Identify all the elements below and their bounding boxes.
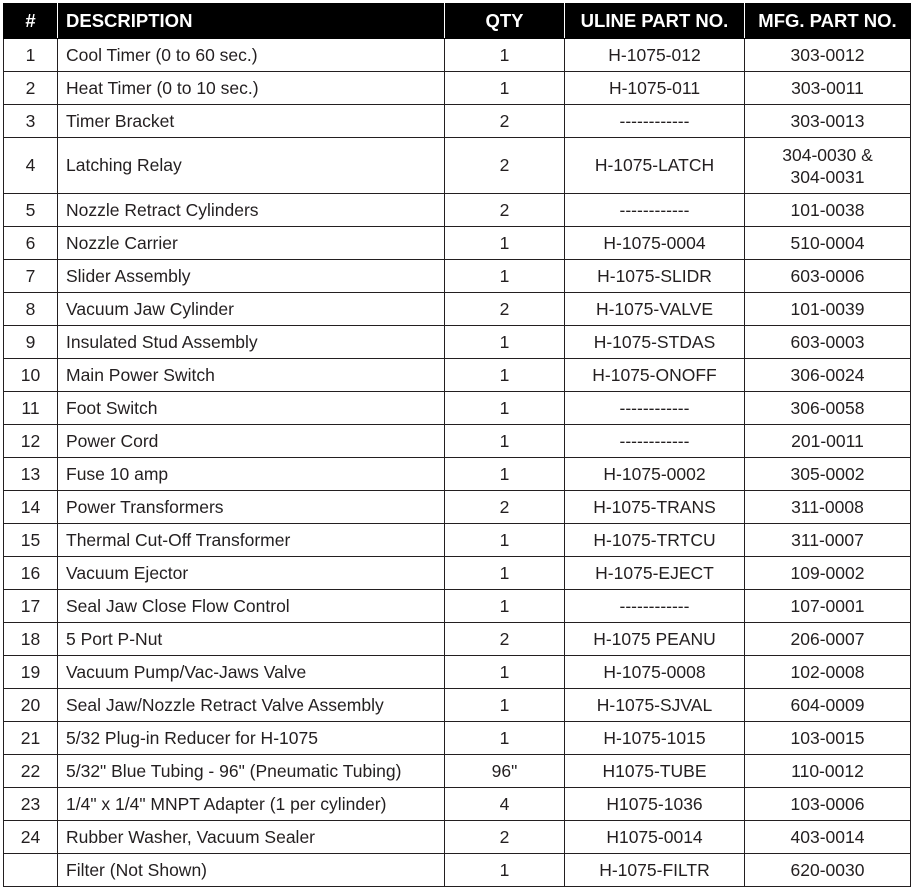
table-row bbox=[4, 138, 911, 194]
cell-uline-part: H-1075-FILTR bbox=[565, 854, 745, 887]
parts-table bbox=[3, 3, 911, 887]
cell-uline-part: H-1075-1015 bbox=[565, 722, 745, 755]
column-header-description: DESCRIPTION bbox=[58, 4, 445, 39]
cell-number: 24 bbox=[4, 821, 58, 854]
cell-mfg-part: 603-0006 bbox=[745, 260, 911, 293]
cell-qty: 1 bbox=[445, 590, 565, 623]
cell-number: 4 bbox=[4, 138, 58, 194]
cell-mfg-part: 604-0009 bbox=[745, 689, 911, 722]
cell-uline-part: H-1075-TRTCU bbox=[565, 524, 745, 557]
cell-mfg-part: 303-0013 bbox=[745, 105, 911, 138]
cell-uline-part: H-1075-0008 bbox=[565, 656, 745, 689]
header-row bbox=[4, 4, 911, 39]
cell-mfg-part: 305-0002 bbox=[745, 458, 911, 491]
cell-description: Nozzle Retract Cylinders bbox=[58, 194, 445, 227]
table-row bbox=[4, 755, 911, 788]
cell-description: Main Power Switch bbox=[58, 359, 445, 392]
cell-description: 1/4" x 1/4" MNPT Adapter (1 per cylinder) bbox=[58, 788, 445, 821]
cell-qty: 1 bbox=[445, 854, 565, 887]
cell-mfg-part: 303-0011 bbox=[745, 72, 911, 105]
cell-description: 5/32" Blue Tubing - 96" (Pneumatic Tubing) bbox=[58, 755, 445, 788]
cell-description: Heat Timer (0 to 10 sec.) bbox=[58, 72, 445, 105]
cell-description: Power Transformers bbox=[58, 491, 445, 524]
cell-mfg-part: 303-0012 bbox=[745, 39, 911, 72]
cell-description: Vacuum Pump/Vac-Jaws Valve bbox=[58, 656, 445, 689]
mfg-part-line: 304-0030 & bbox=[782, 144, 873, 165]
column-header-mfg-part: MFG. PART NO. bbox=[745, 4, 911, 39]
table-row bbox=[4, 359, 911, 392]
table-row bbox=[4, 326, 911, 359]
cell-description: Power Cord bbox=[58, 425, 445, 458]
cell-number: 15 bbox=[4, 524, 58, 557]
cell-number: 19 bbox=[4, 656, 58, 689]
cell-number: 7 bbox=[4, 260, 58, 293]
cell-uline-part: ------------ bbox=[565, 105, 745, 138]
cell-qty: 1 bbox=[445, 458, 565, 491]
table-row bbox=[4, 194, 911, 227]
cell-uline-part: H-1075-STDAS bbox=[565, 326, 745, 359]
cell-qty: 4 bbox=[445, 788, 565, 821]
cell-description: Insulated Stud Assembly bbox=[58, 326, 445, 359]
table-row bbox=[4, 656, 911, 689]
table-row bbox=[4, 260, 911, 293]
cell-description: Seal Jaw/Nozzle Retract Valve Assembly bbox=[58, 689, 445, 722]
table-row bbox=[4, 623, 911, 656]
cell-uline-part: H1075-TUBE bbox=[565, 755, 745, 788]
cell-qty: 1 bbox=[445, 722, 565, 755]
cell-qty: 2 bbox=[445, 821, 565, 854]
cell-description: 5/32 Plug-in Reducer for H-1075 bbox=[58, 722, 445, 755]
cell-description: Timer Bracket bbox=[58, 105, 445, 138]
column-header-uline-part: ULINE PART NO. bbox=[565, 4, 745, 39]
cell-mfg-part: 103-0006 bbox=[745, 788, 911, 821]
cell-uline-part: ------------ bbox=[565, 194, 745, 227]
cell-qty: 1 bbox=[445, 260, 565, 293]
table-row bbox=[4, 689, 911, 722]
cell-number: 2 bbox=[4, 72, 58, 105]
cell-uline-part: H-1075-SJVAL bbox=[565, 689, 745, 722]
cell-uline-part: H-1075-0004 bbox=[565, 227, 745, 260]
cell-description: Filter (Not Shown) bbox=[58, 854, 445, 887]
cell-number: 14 bbox=[4, 491, 58, 524]
cell-qty: 2 bbox=[445, 491, 565, 524]
cell-qty: 1 bbox=[445, 39, 565, 72]
cell-description: Thermal Cut-Off Transformer bbox=[58, 524, 445, 557]
cell-uline-part: H-1075-011 bbox=[565, 72, 745, 105]
cell-number: 11 bbox=[4, 392, 58, 425]
cell-mfg-part: 110-0012 bbox=[745, 755, 911, 788]
cell-mfg-part: 101-0039 bbox=[745, 293, 911, 326]
cell-description: Fuse 10 amp bbox=[58, 458, 445, 491]
table-row bbox=[4, 821, 911, 854]
cell-qty: 1 bbox=[445, 326, 565, 359]
cell-number: 17 bbox=[4, 590, 58, 623]
cell-mfg-part: 101-0038 bbox=[745, 194, 911, 227]
cell-mfg-part: 306-0024 bbox=[745, 359, 911, 392]
table-row bbox=[4, 854, 911, 887]
cell-uline-part: ------------ bbox=[565, 590, 745, 623]
cell-qty: 1 bbox=[445, 392, 565, 425]
cell-uline-part: H-1075-EJECT bbox=[565, 557, 745, 590]
cell-qty: 96" bbox=[445, 755, 565, 788]
cell-number: 22 bbox=[4, 755, 58, 788]
cell-uline-part: H-1075 PEANU bbox=[565, 623, 745, 656]
cell-mfg-part: 311-0008 bbox=[745, 491, 911, 524]
cell-number: 8 bbox=[4, 293, 58, 326]
cell-qty: 1 bbox=[445, 425, 565, 458]
cell-uline-part: ------------ bbox=[565, 425, 745, 458]
cell-number: 16 bbox=[4, 557, 58, 590]
table-row bbox=[4, 72, 911, 105]
table-row bbox=[4, 491, 911, 524]
cell-number: 21 bbox=[4, 722, 58, 755]
cell-uline-part: H-1075-TRANS bbox=[565, 491, 745, 524]
table-row bbox=[4, 458, 911, 491]
cell-mfg-part: 206-0007 bbox=[745, 623, 911, 656]
cell-uline-part: H-1075-ONOFF bbox=[565, 359, 745, 392]
cell-mfg-part: 107-0001 bbox=[745, 590, 911, 623]
cell-mfg-part: 109-0002 bbox=[745, 557, 911, 590]
cell-uline-part: H-1075-SLIDR bbox=[565, 260, 745, 293]
cell-qty: 2 bbox=[445, 105, 565, 138]
table-row bbox=[4, 227, 911, 260]
column-header-number: # bbox=[4, 4, 58, 39]
cell-number: 5 bbox=[4, 194, 58, 227]
cell-uline-part: H-1075-012 bbox=[565, 39, 745, 72]
table-row bbox=[4, 722, 911, 755]
cell-uline-part: H-1075-LATCH bbox=[565, 138, 745, 194]
table-row bbox=[4, 293, 911, 326]
cell-description: Vacuum Jaw Cylinder bbox=[58, 293, 445, 326]
cell-number: 20 bbox=[4, 689, 58, 722]
cell-uline-part: H-1075-VALVE bbox=[565, 293, 745, 326]
cell-qty: 2 bbox=[445, 623, 565, 656]
cell-description: Foot Switch bbox=[58, 392, 445, 425]
cell-description: Seal Jaw Close Flow Control bbox=[58, 590, 445, 623]
cell-number: 12 bbox=[4, 425, 58, 458]
cell-description: Latching Relay bbox=[58, 138, 445, 194]
cell-description: Rubber Washer, Vacuum Sealer bbox=[58, 821, 445, 854]
cell-mfg-part: 510-0004 bbox=[745, 227, 911, 260]
cell-description: Slider Assembly bbox=[58, 260, 445, 293]
cell-description: Vacuum Ejector bbox=[58, 557, 445, 590]
mfg-part-line: 304-0031 bbox=[790, 166, 865, 187]
cell-description: Cool Timer (0 to 60 sec.) bbox=[58, 39, 445, 72]
table-row bbox=[4, 590, 911, 623]
table-row bbox=[4, 105, 911, 138]
cell-uline-part: H1075-0014 bbox=[565, 821, 745, 854]
cell-uline-part: H1075-1036 bbox=[565, 788, 745, 821]
cell-mfg-part bbox=[745, 138, 911, 194]
cell-number: 3 bbox=[4, 105, 58, 138]
cell-number: 10 bbox=[4, 359, 58, 392]
cell-mfg-part: 603-0003 bbox=[745, 326, 911, 359]
table-row bbox=[4, 392, 911, 425]
cell-mfg-part: 620-0030 bbox=[745, 854, 911, 887]
table-row bbox=[4, 557, 911, 590]
cell-qty: 1 bbox=[445, 72, 565, 105]
cell-mfg-part: 403-0014 bbox=[745, 821, 911, 854]
cell-mfg-part: 103-0015 bbox=[745, 722, 911, 755]
cell-qty: 1 bbox=[445, 524, 565, 557]
table-row bbox=[4, 39, 911, 72]
cell-qty: 2 bbox=[445, 194, 565, 227]
cell-qty: 1 bbox=[445, 689, 565, 722]
cell-number bbox=[4, 854, 58, 887]
cell-qty: 1 bbox=[445, 656, 565, 689]
table-row bbox=[4, 788, 911, 821]
cell-uline-part: H-1075-0002 bbox=[565, 458, 745, 491]
cell-qty: 1 bbox=[445, 359, 565, 392]
cell-number: 13 bbox=[4, 458, 58, 491]
cell-mfg-part: 311-0007 bbox=[745, 524, 911, 557]
cell-uline-part: ------------ bbox=[565, 392, 745, 425]
cell-number: 1 bbox=[4, 39, 58, 72]
column-header-qty: QTY bbox=[445, 4, 565, 39]
parts-table-body bbox=[4, 39, 911, 887]
cell-number: 6 bbox=[4, 227, 58, 260]
cell-description: 5 Port P-Nut bbox=[58, 623, 445, 656]
table-row bbox=[4, 425, 911, 458]
cell-description: Nozzle Carrier bbox=[58, 227, 445, 260]
cell-qty: 1 bbox=[445, 227, 565, 260]
cell-qty: 2 bbox=[445, 293, 565, 326]
table-row bbox=[4, 524, 911, 557]
cell-mfg-part: 306-0058 bbox=[745, 392, 911, 425]
cell-mfg-part: 102-0008 bbox=[745, 656, 911, 689]
cell-qty: 2 bbox=[445, 138, 565, 194]
cell-mfg-part: 201-0011 bbox=[745, 425, 911, 458]
cell-number: 23 bbox=[4, 788, 58, 821]
cell-number: 18 bbox=[4, 623, 58, 656]
cell-number: 9 bbox=[4, 326, 58, 359]
cell-qty: 1 bbox=[445, 557, 565, 590]
